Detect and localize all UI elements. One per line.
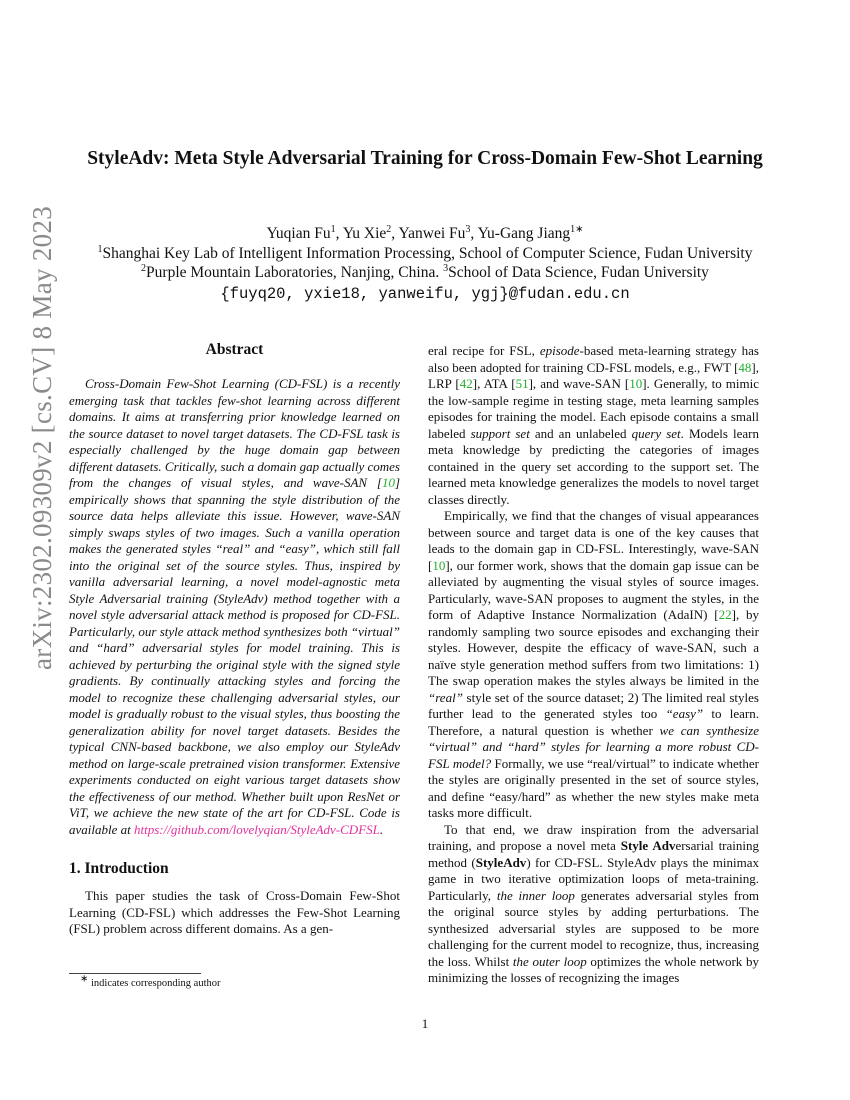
arxiv-stamp: arXiv:2302.09309v2 [cs.CV] 8 May 2023 <box>27 205 57 670</box>
citation-link[interactable]: 42 <box>459 376 473 391</box>
footnote <box>80 973 221 990</box>
affiliation-mark: 3 <box>443 262 449 274</box>
body-paragraph: To that end, we draw inspiration from the adversarial training, and propose a novel meta Style Adversarial training method (StyleAdv) for CD-FSL. StyleAdv plays the minimax game in two iterative optimization loops of meta-training. Particularly, the inner loop generates adversarial styles from the original source styles by adding perturbations. The synthesized adversarial styles are supposed to be more challenging for the current model to recognize, thus, increasing the loss. Whilst the outer loop optimizes the whole network by minimizing the losses of recognizing the images <box>428 821 760 985</box>
affiliation-text: Shanghai Key Lab of Intelligent Information Processing, School of Computer Science, Fudan University <box>102 245 753 262</box>
citation-link[interactable]: 48 <box>738 359 752 375</box>
intro-paragraph: This paper studies the task of Cross-Domain Few-Shot Learning (CD-FSL) which addresses the Few-Shot Learning (FSL) problem across different domains. As a gen- <box>69 888 400 936</box>
citation-link[interactable]: 51 <box>515 376 529 391</box>
author-name: Yu Xie <box>342 225 387 242</box>
affiliation-text: Purple Mountain Laboratories, Nanjing, China. <box>146 264 444 281</box>
affiliation-mark: 1 <box>97 243 103 255</box>
citation-link[interactable]: 10 <box>629 376 643 391</box>
left-column <box>69 340 400 938</box>
citation-link[interactable]: 10 <box>432 557 446 573</box>
author-mark: 1∗ <box>570 223 584 235</box>
author-name: Yuqian Fu <box>266 225 331 242</box>
right-column <box>428 343 759 987</box>
author-emails: {fuyq20, yxie18, yanweifu, ygj}@fudan.edu.cn <box>220 285 630 303</box>
affiliation-line-1 <box>40 244 810 264</box>
code-link[interactable]: https://github.com/lovelyqian/StyleAdv-CDFSL <box>134 821 380 837</box>
abstract-heading: Abstract <box>205 341 264 358</box>
citation-link[interactable]: 10 <box>381 475 395 490</box>
author-mark: 2 <box>386 223 392 235</box>
affiliation-line-2 <box>40 263 810 283</box>
section-heading-introduction: 1. Introduction <box>69 860 169 877</box>
footnote-text: indicates corresponding author <box>88 978 221 989</box>
citation-link[interactable]: 22 <box>718 607 732 622</box>
author-mark: 1 <box>330 223 336 235</box>
footnote-mark: ∗ <box>80 973 89 985</box>
abstract-body: Cross-Domain Few-Shot Learning (CD-FSL) is a recently emerging task that tackles few-shot learning across different domains. It aims at transferring prior knowledge learned on the source dataset to novel target datasets. The CD-FSL task is especially challenged by the huge domain gap between different datasets. Critically, such a domain gap actually comes from the changes of visual styles, and wave-SAN [10] empirically shows that spanning the style distribution of the source data helps alleviate this issue. However, wave-SAN simply swaps styles of two images. Such a vanilla operation makes the generated styles “real” and “easy”, which still fall into the original set of the source styles. Thus, inspired by vanilla adversarial learning, a novel model-agnostic meta Style Adversarial training (StyleAdv) method together with a novel style adversarial attack method is proposed for CD-FSL. Particularly, our style attack method synthesizes both “virtual” and “hard” adversarial styles for model training. This is achieved by perturbing the original style with the signed style gradients. By continually attacking styles and forcing the model to recognize these challenging adversarial styles, our model is gradually robust to the visual styles, thus boosting the generalization ability for novel target datasets. Besides the typical CNN-based backbone, we also employ our StyleAdv method on large-scale pretrained vision transformer. Extensive experiments conducted on eight various target datasets show the effectiveness of our method. Whether built upon ResNet or ViT, we achieve the new state of the art for CD-FSL. Code is available at https://github.com/lovelyqian/StyleAdv-CDFSL. <box>69 376 400 837</box>
author-name: Yu-Gang Jiang <box>477 225 571 242</box>
page-number: 1 <box>421 1016 429 1031</box>
paper-title: StyleAdv: Meta Style Adversarial Training for Cross-Domain Few-Shot Learning <box>87 148 763 169</box>
author-name: Yanwei Fu <box>398 225 466 242</box>
footnote-divider <box>69 973 201 974</box>
author-mark: 3 <box>465 223 471 235</box>
body-paragraph: Empirically, we find that the changes of visual appearances between source and target data is one of the key causes that leads to the domain gap in CD-FSL. Interestingly, wave-SAN [10], our former work, shows that the domain gap issue can be alleviated by augmenting the visual styles of source images. Particularly, wave-SAN proposes to augment the styles, in the form of Adaptive Instance Normalization (AdaIN) [22], by randomly sampling two source episodes and exchanging their styles. However, despite the efficacy of wave-SAN, such a naïve style generation method suffers from two limitations: 1) The swap operation makes the styles always be limited in the “real” style set of the source dataset; 2) The limited real styles further lead to the generated styles too “easy” to learn. Therefore, a natural question is whether we can synthesize “virtual” and “hard” styles for learning a more robust CD-FSL model? Formally, we use “real/virtual” to indicate whether the styles are originally presented in the set of source styles, and define “easy/hard” as whether the new styles make meta tasks more difficult. <box>428 508 760 820</box>
author-list: Yuqian Fu$^1$, Yu Xie$^2$, Yanwei Fu$^3$, Yu-Gang Jiang$^{1∗}$ <box>266 223 584 242</box>
affiliation-text: School of Data Science, Fudan University <box>448 264 709 281</box>
affiliation-mark: 2 <box>141 262 147 274</box>
body-paragraph: eral recipe for FSL, episode-based meta-learning strategy has also been adopted for training CD-FSL models, e.g., FWT [48], LRP [42], ATA [51], and wave-SAN [10]. Generally, to mimic the low-sample regime in testing stage, meta learning samples episodes for training the model. Each episode contains a small labeled support set and an unlabeled query set. Models learn meta knowledge by predicting the categories of images contained in the query set according to the support set. The learned meta knowledge generalizes the models to novel target classes directly. <box>428 343 759 507</box>
